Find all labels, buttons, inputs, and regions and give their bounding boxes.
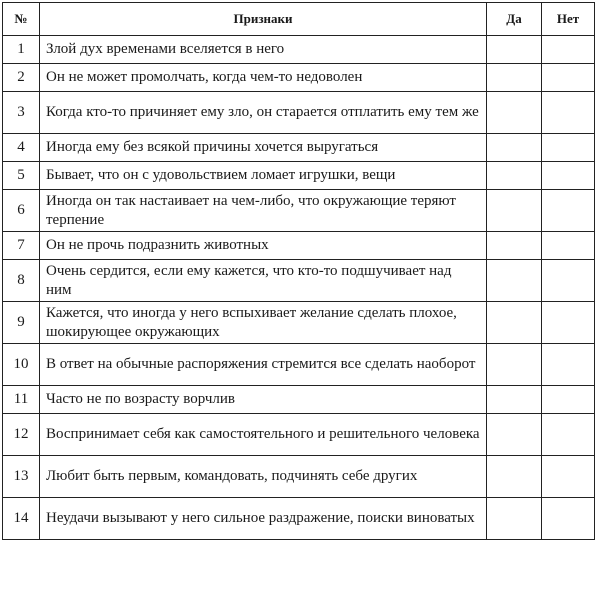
answer-yes-cell[interactable] xyxy=(487,498,542,540)
row-number: 11 xyxy=(3,386,40,414)
answer-yes-cell[interactable] xyxy=(487,260,542,302)
header-yes: Да xyxy=(487,3,542,36)
row-statement: Он не прочь подразнить животных xyxy=(40,232,487,260)
row-number: 3 xyxy=(3,92,40,134)
row-number: 8 xyxy=(3,260,40,302)
row-number: 7 xyxy=(3,232,40,260)
row-number: 9 xyxy=(3,302,40,344)
row-number: 4 xyxy=(3,134,40,162)
table-row xyxy=(3,260,595,302)
answer-yes-cell[interactable] xyxy=(487,190,542,232)
header-row xyxy=(3,3,595,36)
answer-yes-cell[interactable] xyxy=(487,456,542,498)
row-number: 1 xyxy=(3,36,40,64)
answer-no-cell[interactable] xyxy=(542,414,595,456)
table-row xyxy=(3,414,595,456)
answer-yes-cell[interactable] xyxy=(487,232,542,260)
table-row xyxy=(3,190,595,232)
row-statement: Кажется, что иногда у него вспыхивает желание сделать плохое, шокирующее окружающих xyxy=(40,302,487,344)
table-row xyxy=(3,36,595,64)
answer-yes-cell[interactable] xyxy=(487,414,542,456)
table-row xyxy=(3,162,595,190)
row-statement: Неудачи вызывают у него сильное раздражение, поиски виноватых xyxy=(40,498,487,540)
answer-no-cell[interactable] xyxy=(542,232,595,260)
questionnaire-table xyxy=(2,2,595,540)
table-row xyxy=(3,64,595,92)
row-statement: Когда кто-то причиняет ему зло, он старается отплатить ему тем же xyxy=(40,92,487,134)
answer-yes-cell[interactable] xyxy=(487,302,542,344)
row-number: 13 xyxy=(3,456,40,498)
answer-no-cell[interactable] xyxy=(542,498,595,540)
row-number: 2 xyxy=(3,64,40,92)
answer-no-cell[interactable] xyxy=(542,162,595,190)
header-number: № xyxy=(3,3,40,36)
row-statement: Бывает, что он с удовольствием ломает игрушки, вещи xyxy=(40,162,487,190)
table-row xyxy=(3,386,595,414)
row-statement: Злой дух временами вселяется в него xyxy=(40,36,487,64)
answer-no-cell[interactable] xyxy=(542,134,595,162)
answer-no-cell[interactable] xyxy=(542,92,595,134)
row-statement: Часто не по возрасту ворчлив xyxy=(40,386,487,414)
table-row xyxy=(3,232,595,260)
answer-no-cell[interactable] xyxy=(542,302,595,344)
table-row xyxy=(3,498,595,540)
answer-yes-cell[interactable] xyxy=(487,162,542,190)
answer-yes-cell[interactable] xyxy=(487,36,542,64)
row-statement: Иногда он так настаивает на чем-либо, что окружающие теряют терпение xyxy=(40,190,487,232)
answer-no-cell[interactable] xyxy=(542,386,595,414)
row-number: 14 xyxy=(3,498,40,540)
answer-yes-cell[interactable] xyxy=(487,64,542,92)
header-no: Нет xyxy=(542,3,595,36)
answer-yes-cell[interactable] xyxy=(487,92,542,134)
table-row xyxy=(3,134,595,162)
answer-yes-cell[interactable] xyxy=(487,344,542,386)
row-number: 12 xyxy=(3,414,40,456)
row-number: 6 xyxy=(3,190,40,232)
answer-no-cell[interactable] xyxy=(542,344,595,386)
answer-no-cell[interactable] xyxy=(542,36,595,64)
row-statement: Воспринимает себя как самостоятельного и решительного человека xyxy=(40,414,487,456)
row-number: 5 xyxy=(3,162,40,190)
header-signs: Признаки xyxy=(40,3,487,36)
answer-yes-cell[interactable] xyxy=(487,386,542,414)
answer-no-cell[interactable] xyxy=(542,260,595,302)
answer-no-cell[interactable] xyxy=(542,456,595,498)
answer-no-cell[interactable] xyxy=(542,64,595,92)
table-row xyxy=(3,456,595,498)
table-row xyxy=(3,344,595,386)
row-statement: Он не может промолчать, когда чем-то недоволен xyxy=(40,64,487,92)
row-statement: Очень сердится, если ему кажется, что кто-то подшучивает над ним xyxy=(40,260,487,302)
table-row xyxy=(3,302,595,344)
table-row xyxy=(3,92,595,134)
answer-no-cell[interactable] xyxy=(542,190,595,232)
row-number: 10 xyxy=(3,344,40,386)
row-statement: Иногда ему без всякой причины хочется выругаться xyxy=(40,134,487,162)
row-statement: Любит быть первым, командовать, подчинять себе других xyxy=(40,456,487,498)
answer-yes-cell[interactable] xyxy=(487,134,542,162)
row-statement: В ответ на обычные распоряжения стремится все сделать наоборот xyxy=(40,344,487,386)
